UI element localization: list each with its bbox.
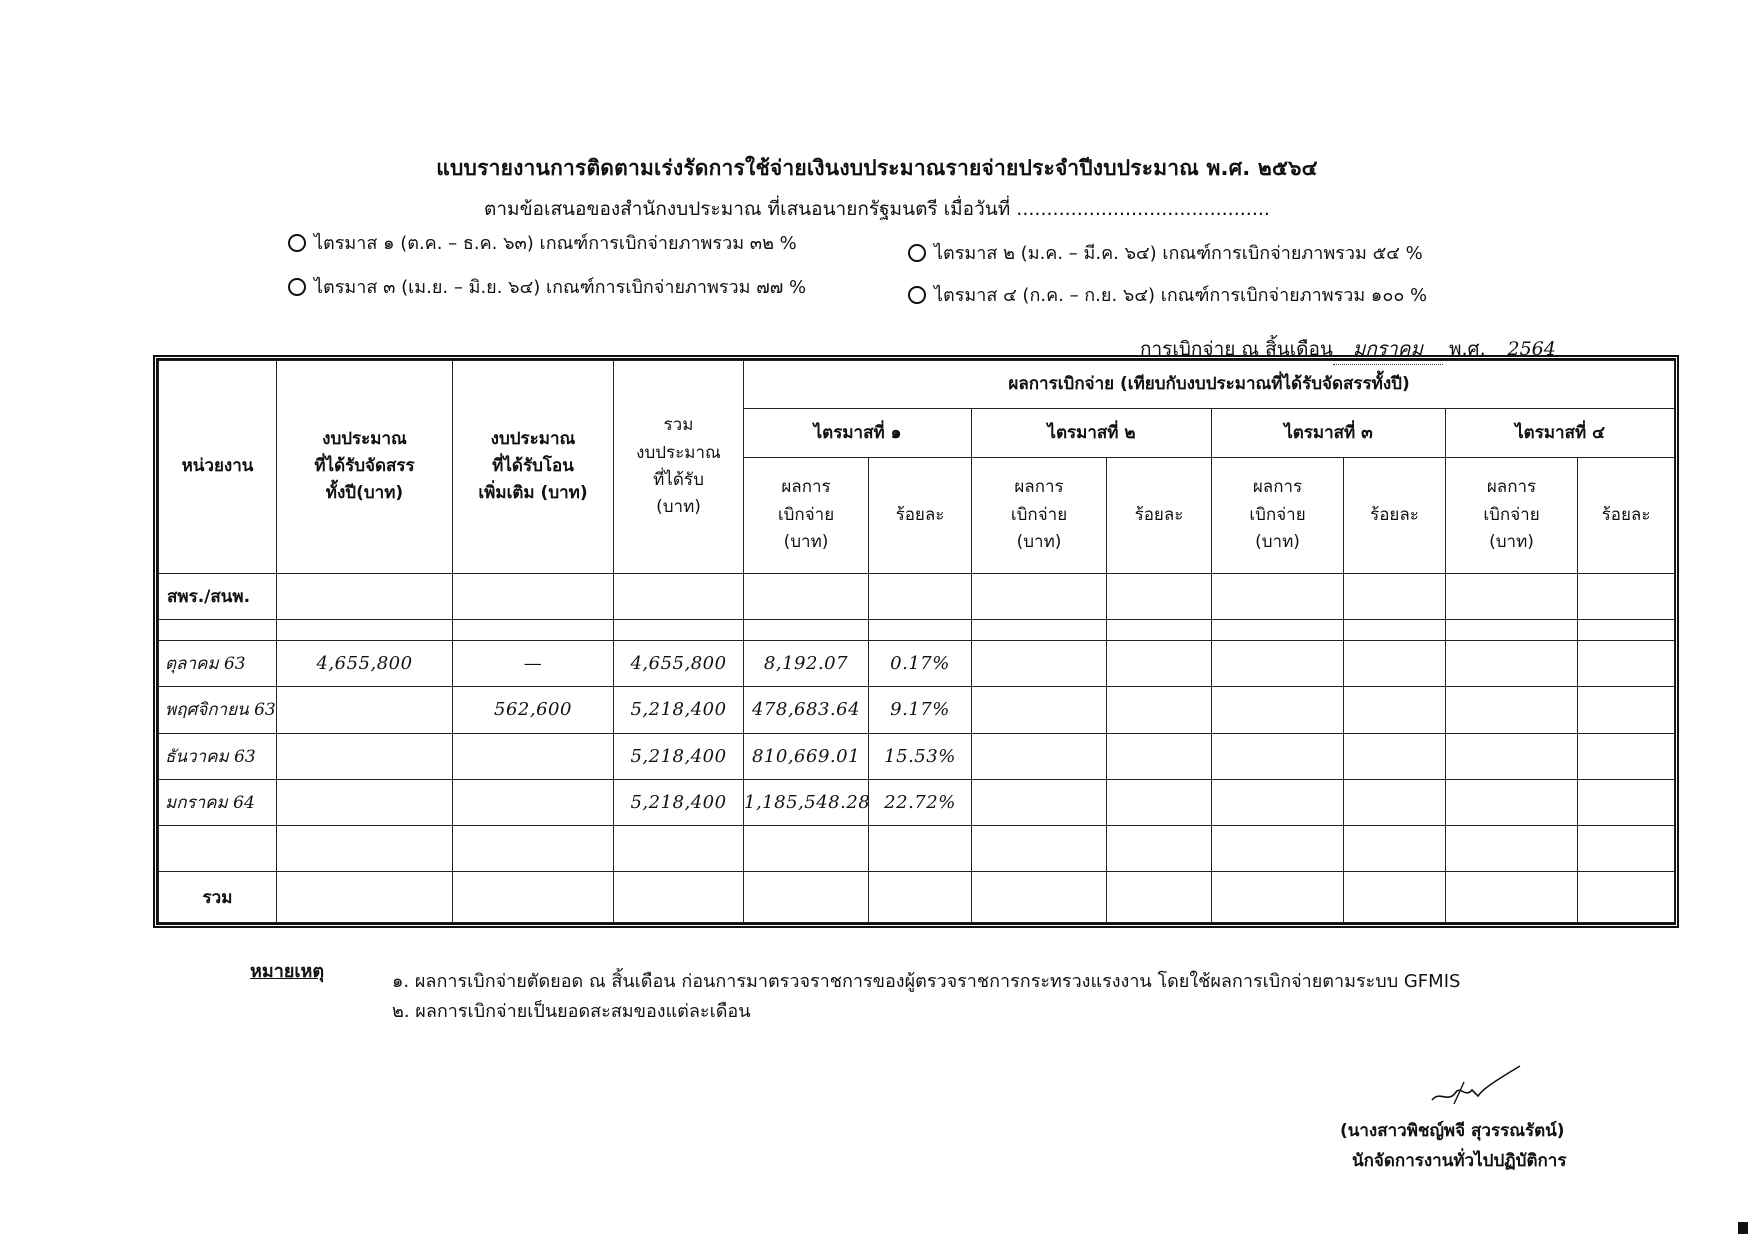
- row-paid: 478,683.64: [744, 687, 869, 733]
- quarter-option-label: ไตรมาส ๑ (ต.ค. – ธ.ค. ๖๓) เกณฑ์การเบิกจ่ายภาพรวม ๓๒ %: [314, 233, 797, 254]
- row-unit: มกราคม 64: [159, 779, 277, 825]
- row-paid: 810,669.01: [744, 733, 869, 779]
- row-transfer: [453, 733, 614, 779]
- document-subtitle: ตามข้อเสนอของสำนักงบประมาณ ที่เสนอนายกรัฐมนตรี เมื่อวันที่ ..........................................: [484, 198, 1270, 220]
- header-q3-paid: ผลการ เบิกจ่าย (บาท): [1212, 457, 1344, 573]
- row-transfer: —: [453, 640, 614, 686]
- row-budget: [277, 779, 453, 825]
- header-transfer: งบประมาณ ที่ได้รับโอน เพิ่มเติม (บาท): [453, 361, 614, 574]
- row-budget: [277, 687, 453, 733]
- table-row: [159, 779, 1675, 825]
- quarter-option-label: ไตรมาส ๒ (ม.ค. – มี.ค. ๖๔) เกณฑ์การเบิกจ่ายภาพรวม ๕๔ %: [934, 243, 1423, 264]
- table-row-total: [159, 872, 1675, 923]
- note-item-2: ๒. ผลการเบิกจ่ายเป็นยอดสะสมของแต่ละเดือน: [392, 1001, 751, 1022]
- date-prefix: การเบิกจ่าย ณ สิ้นเดือน: [1140, 338, 1333, 360]
- header-total: รวม งบประมาณ ที่ได้รับ (บาท): [614, 361, 744, 574]
- table-row-spacer: [159, 619, 1675, 640]
- note-item-1: ๑. ผลการเบิกจ่ายตัดยอด ณ สิ้นเดือน ก่อนการมาตรวจราชการของผู้ตรวจราชการกระทรวงแรงงาน โดยใช้ผลการเบิกจ่ายตามระบบ GFMIS: [392, 971, 1461, 992]
- row-unit: ตุลาคม 63: [159, 640, 277, 686]
- row-paid: 1,185,548.28: [744, 779, 869, 825]
- quarter-option-3[interactable]: [288, 272, 806, 301]
- signature-mark: [1420, 1060, 1530, 1120]
- date-year-label: พ.ศ.: [1448, 338, 1486, 360]
- table-row-section: [159, 573, 1675, 619]
- row-budget: 4,655,800: [277, 640, 453, 686]
- radio-circle-icon: [908, 286, 926, 304]
- radio-circle-icon: [288, 278, 306, 296]
- date-month: มกราคม: [1333, 334, 1443, 365]
- row-transfer: [453, 779, 614, 825]
- quarter-option-label: ไตรมาส ๓ (เม.ย. – มิ.ย. ๖๔) เกณฑ์การเบิกจ่ายภาพรวม ๗๗ %: [314, 277, 807, 298]
- disbursement-table: [158, 360, 1675, 923]
- header-quarter-2: ไตรมาสที่ ๒: [972, 409, 1212, 457]
- row-percent: 15.53%: [869, 733, 972, 779]
- document-title: แบบรายงานการติดตามเร่งรัดการใช้จ่ายเงินงบประมาณรายจ่ายประจำปีงบประมาณ พ.ศ. ๒๕๖๔: [436, 156, 1318, 180]
- disbursement-table-frame: [153, 355, 1679, 928]
- header-unit: หน่วยงาน: [159, 361, 277, 574]
- header-result: ผลการเบิกจ่าย (เทียบกับงบประมาณที่ได้รับจัดสรรทั้งปี): [744, 361, 1675, 409]
- quarter-option-1[interactable]: [288, 228, 797, 257]
- section-label: สพร./สนพ.: [159, 573, 277, 619]
- row-total: 5,218,400: [614, 733, 744, 779]
- scan-corner-mark: [1738, 1222, 1748, 1234]
- row-total: 5,218,400: [614, 779, 744, 825]
- row-transfer: 562,600: [453, 687, 614, 733]
- header-q2-percent: ร้อยละ: [1107, 457, 1212, 573]
- row-total: 4,655,800: [614, 640, 744, 686]
- header-quarter-4: ไตรมาสที่ ๔: [1446, 409, 1675, 457]
- quarter-option-label: ไตรมาส ๔ (ก.ค. – ก.ย. ๖๔) เกณฑ์การเบิกจ่ายภาพรวม ๑๐๐ %: [934, 285, 1428, 306]
- row-percent: 0.17%: [869, 640, 972, 686]
- table-row: [159, 733, 1675, 779]
- header-quarter-1: ไตรมาสที่ ๑: [744, 409, 972, 457]
- date-year: 2564: [1492, 338, 1572, 361]
- header-q3-percent: ร้อยละ: [1344, 457, 1446, 573]
- radio-circle-icon: [288, 234, 306, 252]
- row-percent: 9.17%: [869, 687, 972, 733]
- quarter-option-4[interactable]: [908, 280, 1427, 309]
- signer-name: (นางสาวพิชญ์พจี สุวรรณรัตน์): [1340, 1121, 1565, 1141]
- header-q1-paid: ผลการ เบิกจ่าย (บาท): [744, 457, 869, 573]
- row-percent: 22.72%: [869, 779, 972, 825]
- row-unit: ธันวาคม 63: [159, 733, 277, 779]
- table-row: [159, 687, 1675, 733]
- total-label: รวม: [159, 872, 277, 923]
- row-unit: พฤศจิกายน 63: [159, 687, 277, 733]
- table-row: [159, 640, 1675, 686]
- header-quarter-3: ไตรมาสที่ ๓: [1212, 409, 1446, 457]
- header-q1-percent: ร้อยละ: [869, 457, 972, 573]
- row-total: 5,218,400: [614, 687, 744, 733]
- radio-circle-icon: [908, 244, 926, 262]
- header-q4-percent: ร้อยละ: [1578, 457, 1675, 573]
- notes-label: หมายเหตุ: [250, 961, 325, 982]
- header-budget: งบประมาณ ที่ได้รับจัดสรร ทั้งปี(บาท): [277, 361, 453, 574]
- row-paid: 8,192.07: [744, 640, 869, 686]
- signer-position: นักจัดการงานทั่วไปปฏิบัติการ: [1352, 1151, 1567, 1171]
- header-q4-paid: ผลการ เบิกจ่าย (บาท): [1446, 457, 1578, 573]
- table-row-empty: [159, 826, 1675, 872]
- header-q2-paid: ผลการ เบิกจ่าย (บาท): [972, 457, 1107, 573]
- quarter-option-2[interactable]: [908, 238, 1423, 267]
- row-budget: [277, 733, 453, 779]
